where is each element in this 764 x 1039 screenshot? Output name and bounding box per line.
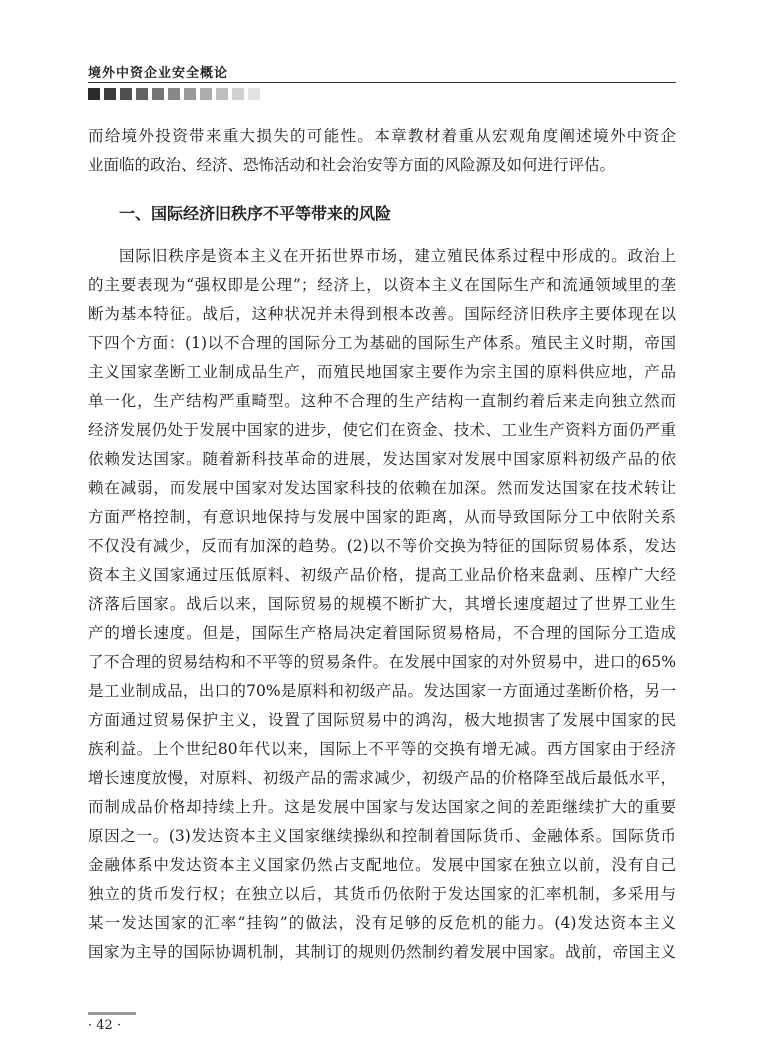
text-line: 依赖发达国家。随着新科技革命的进展，发达国家对发展中国家原料初级产品的依 [88, 450, 676, 468]
decor-square [136, 88, 148, 100]
text-line: 族利益。上个世纪80年代以来，国际上不平等的交换有增无减。西方国家由于经济 [88, 740, 676, 758]
text-line: 断为基本特征。战后，这种状况并未得到根本改善。国际经济旧秩序主要体现在以 [88, 305, 676, 323]
decor-square [152, 88, 164, 100]
section-heading: 一、国际经济旧秩序不平等带来的风险 [119, 204, 392, 223]
text-line: 增长速度放慢，对原料、初级产品的需求减少，初级产品的价格降至战后最低水平， [88, 769, 676, 787]
decor-square [216, 88, 228, 100]
text-line: 主义国家垄断工业制成品生产，而殖民地国家主要作为宗主国的原料供应地，产品 [88, 363, 676, 381]
decor-square [248, 88, 260, 100]
text-line: 国家为主导的国际协调机制，其制订的规则仍然制约着发展中国家。战前，帝国主义 [88, 943, 676, 961]
text-line: 方面通过贸易保护主义，设置了国际贸易中的鸿沟，极大地损害了发展中国家的民 [88, 711, 676, 729]
text-line: 经济发展仍处于发展中国家的进步，使它们在资金、技术、工业生产资料方面仍严重 [88, 421, 676, 439]
decor-square [184, 88, 196, 100]
text-line: 国际旧秩序是资本主义在开拓世界市场，建立殖民体系过程中形成的。政治上 [119, 247, 676, 265]
decor-square [200, 88, 212, 100]
decor-square [120, 88, 132, 100]
text-line: 单一化，生产结构严重畸型。这种不合理的生产结构一直制约着后来走向独立然而 [88, 392, 676, 410]
text-line: 金融体系中发达资本主义国家仍然占支配地位。发展中国家在独立以前，没有自己 [88, 856, 676, 874]
decor-square [88, 88, 100, 100]
text-line: 某一发达国家的汇率“挂钩”的做法，没有足够的反危机的能力。(4)发达资本主义 [88, 914, 676, 932]
decor-square [232, 88, 244, 100]
header-rule [88, 82, 676, 83]
text-line: 不仅没有减少，反而有加深的趋势。(2)以不等价交换为特征的国际贸易体系，发达 [88, 537, 676, 555]
intro-paragraph [88, 122, 676, 180]
page-number: · 42 · [88, 1018, 122, 1033]
text-line: 济落后国家。战后以来，国际贸易的规模不断扩大，其增长速度超过了世界工业生 [88, 595, 676, 613]
text-line: 赖在减弱，而发展中国家对发达国家科技的依赖在加深。然而发达国家在技术转让 [88, 479, 676, 497]
text-line: 的主要表现为“强权即是公理”；经济上，以资本主义在国际生产和流通领域里的垄 [88, 276, 676, 294]
text-line: 业面临的政治、经济、恐怖活动和社会治安等方面的风险源及如何进行评估。 [88, 156, 616, 174]
text-line: 而给境外投资带来重大损失的可能性。本章教材着重从宏观角度阐述境外中资企 [88, 127, 676, 145]
page-body [88, 122, 676, 967]
text-line: 是工业制成品，出口的70%是原料和初级产品。发达国家一方面通过垄断价格，另一 [88, 682, 676, 700]
text-line: 产的增长速度。但是，国际生产格局决定着国际贸易格局，不合理的国际分工造成 [88, 624, 676, 642]
text-line: 方面严格控制，有意识地保持与发展中国家的距离，从而导致国际分工中依附关系 [88, 508, 676, 526]
text-line: 资本主义国家通过压低原料、初级产品价格，提高工业品价格来盘剥、压榨广大经 [88, 566, 676, 584]
footer-rule [88, 1012, 136, 1015]
decor-square [168, 88, 180, 100]
decor-square [104, 88, 116, 100]
text-line: 了不合理的贸易结构和不平等的贸易条件。在发展中国家的对外贸易中，进口的65% [88, 653, 676, 671]
decorative-squares [88, 88, 260, 102]
text-line: 下四个方面：(1)以不合理的国际分工为基础的国际生产体系。殖民主义时期，帝国 [88, 334, 676, 352]
text-line: 原因之一。(3)发达资本主义国家继续操纵和控制着国际货币、金融体系。国际货币 [88, 827, 676, 845]
body-paragraph [88, 242, 676, 967]
running-head: 境外中资企业安全概论 [88, 66, 229, 81]
text-line: 而制成品价格却持续上升。这是发展中国家与发达国家之间的差距继续扩大的重要 [88, 798, 676, 816]
text-line: 独立的货币发行权；在独立以后，其货币仍依附于发达国家的汇率机制，多采用与 [88, 885, 676, 903]
